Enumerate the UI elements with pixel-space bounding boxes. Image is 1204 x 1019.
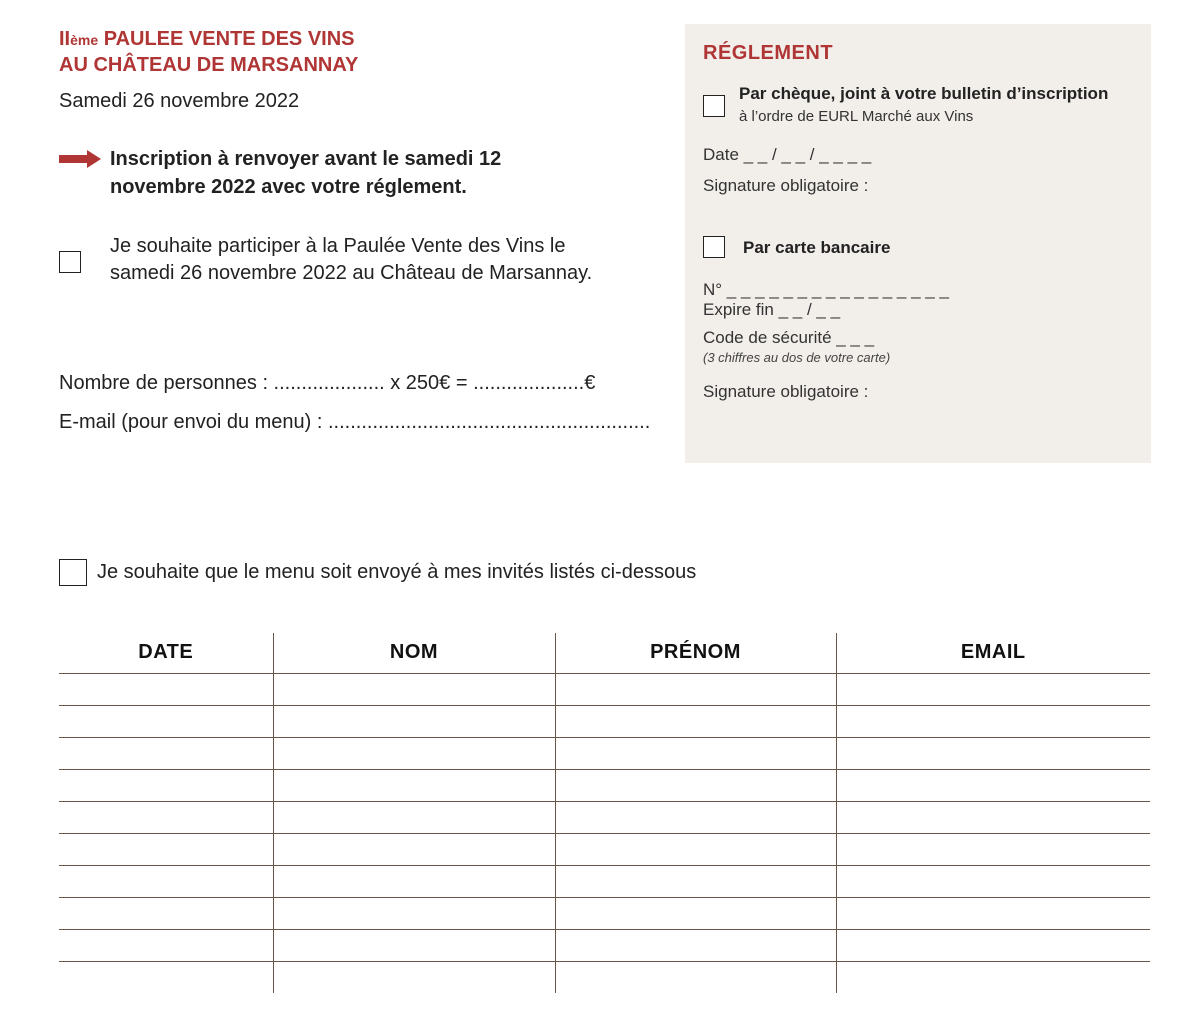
guest-cell-nom[interactable] [273, 705, 555, 737]
card-expiry-field[interactable]: Expire fin _ _ / _ _ [703, 300, 841, 319]
table-row [59, 833, 1150, 865]
guest-cell-date[interactable] [59, 801, 273, 833]
guest-cell-prenom[interactable] [555, 833, 836, 865]
guest-cell-email[interactable] [836, 705, 1150, 737]
guest-cell-nom[interactable] [273, 673, 555, 705]
card-checkbox[interactable] [703, 236, 725, 258]
guest-cell-date[interactable] [59, 769, 273, 801]
guest-cell-email[interactable] [836, 929, 1150, 961]
guest-cell-prenom[interactable] [555, 929, 836, 961]
guest-cell-date[interactable] [59, 737, 273, 769]
arrow-right-icon [59, 150, 101, 168]
guest-cell-prenom[interactable] [555, 801, 836, 833]
guest-cell-date[interactable] [59, 897, 273, 929]
table-row [59, 865, 1150, 897]
guest-cell-date[interactable] [59, 929, 273, 961]
table-row [59, 737, 1150, 769]
guest-cell-prenom[interactable] [555, 737, 836, 769]
guest-cell-nom[interactable] [273, 833, 555, 865]
guest-cell-email[interactable] [836, 673, 1150, 705]
table-row [59, 929, 1150, 961]
title-line-1-text: PAULEE VENTE DES VINS [103, 28, 355, 50]
cheque-checkbox[interactable] [703, 95, 725, 117]
guest-cell-nom[interactable] [273, 801, 555, 833]
guest-table-body [59, 673, 1150, 993]
guest-cell-email[interactable] [836, 961, 1150, 993]
guest-cell-email[interactable] [836, 737, 1150, 769]
card-signature-field[interactable]: Signature obligatoire : [703, 382, 869, 401]
column-header-nom: NOM [273, 633, 555, 673]
security-code-note: (3 chiffres au dos de votre carte) [703, 350, 891, 365]
guest-cell-date[interactable] [59, 705, 273, 737]
guest-cell-nom[interactable] [273, 769, 555, 801]
guest-cell-email[interactable] [836, 897, 1150, 929]
table-row [59, 897, 1150, 929]
column-header-email: EMAIL [836, 633, 1150, 673]
guest-cell-nom[interactable] [273, 865, 555, 897]
guest-cell-email[interactable] [836, 833, 1150, 865]
table-row [59, 801, 1150, 833]
event-title-line-2: AU CHÂTEAU DE MARSANNAY [59, 54, 359, 76]
table-row [59, 961, 1150, 993]
edition-suffix: ème [70, 32, 99, 48]
guest-cell-date[interactable] [59, 961, 273, 993]
cheque-date-field[interactable]: Date _ _ / _ _ / _ _ _ _ [703, 145, 872, 164]
guest-cell-prenom[interactable] [555, 865, 836, 897]
guest-cell-nom[interactable] [273, 897, 555, 929]
guest-cell-prenom[interactable] [555, 705, 836, 737]
card-label: Par carte bancaire [743, 238, 891, 257]
send-menu-label: Je souhaite que le menu soit envoyé à mes invités listés ci-dessous [97, 561, 697, 583]
payment-panel [685, 24, 1151, 463]
table-row [59, 769, 1150, 801]
card-security-code-field[interactable]: Code de sécurité _ _ _ [703, 328, 875, 347]
guest-cell-date[interactable] [59, 865, 273, 897]
guest-table [59, 633, 1150, 993]
guest-cell-prenom[interactable] [555, 897, 836, 929]
guest-cell-date[interactable] [59, 673, 273, 705]
payment-title: RÉGLEMENT [703, 42, 834, 64]
deadline-notice: Inscription à renvoyer avant le samedi 12 novembre 2022 avec votre réglement. [110, 148, 502, 198]
guest-cell-nom[interactable] [273, 961, 555, 993]
guest-cell-prenom[interactable] [555, 961, 836, 993]
number-of-persons-field[interactable]: Nombre de personnes : .................... x 250€ = ....................€ [59, 372, 596, 394]
event-title-line-1 [59, 27, 358, 53]
guest-cell-date[interactable] [59, 833, 273, 865]
guest-cell-email[interactable] [836, 769, 1150, 801]
email-field[interactable]: E-mail (pour envoi du menu) : .......................................................... [59, 411, 651, 433]
column-header-date: DATE [59, 633, 273, 673]
edition-number: II [59, 28, 71, 50]
participate-checkbox[interactable] [59, 251, 81, 273]
cheque-signature-field[interactable]: Signature obligatoire : [703, 176, 869, 195]
cheque-payee: à l’ordre de EURL Marché aux Vins [739, 108, 974, 125]
send-menu-checkbox[interactable] [59, 559, 87, 586]
column-header-prenom: PRÉNOM [555, 633, 836, 673]
table-row [59, 673, 1150, 705]
participate-label: Je souhaite participer à la Paulée Vente des Vins le samedi 26 novembre 2022 au Château de Marsannay. [110, 235, 593, 284]
card-number-field[interactable]: N° _ _ _ _ _ _ _ _ _ _ _ _ _ _ _ _ [703, 280, 949, 299]
event-date: Samedi 26 novembre 2022 [59, 90, 300, 112]
guest-cell-prenom[interactable] [555, 769, 836, 801]
guest-cell-nom[interactable] [273, 929, 555, 961]
table-header-row [59, 633, 1150, 673]
guest-cell-email[interactable] [836, 801, 1150, 833]
guest-cell-prenom[interactable] [555, 673, 836, 705]
table-row [59, 705, 1150, 737]
guest-cell-email[interactable] [836, 865, 1150, 897]
event-title [59, 27, 358, 78]
cheque-label: Par chèque, joint à votre bulletin d’inscription [739, 84, 1109, 103]
guest-cell-nom[interactable] [273, 737, 555, 769]
